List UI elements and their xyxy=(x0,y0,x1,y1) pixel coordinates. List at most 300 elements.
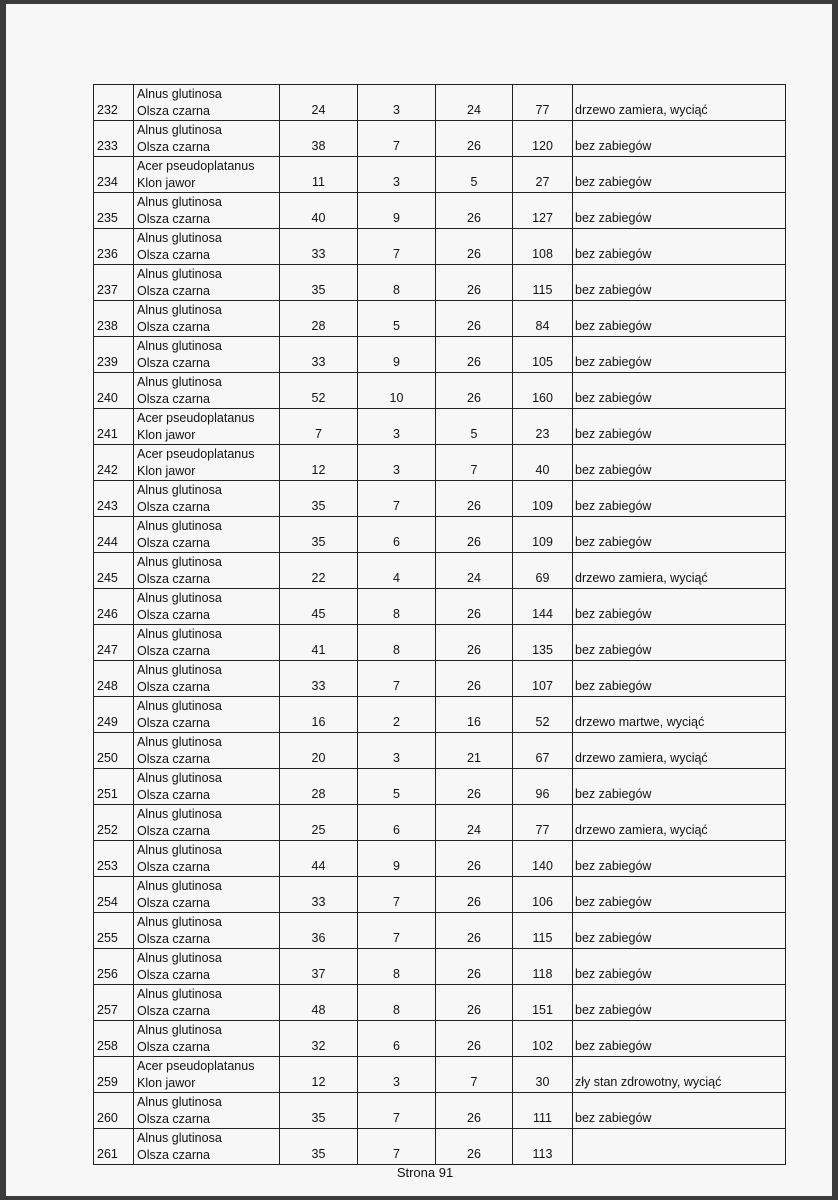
table-row xyxy=(94,625,786,661)
value-cell-2: 8 xyxy=(358,985,436,1021)
treatment-note-cell: bez zabiegów xyxy=(573,1093,786,1129)
value-cell-4: 118 xyxy=(513,949,573,985)
value-cell-1: 36 xyxy=(280,913,358,949)
value-cell-2: 4 xyxy=(358,553,436,589)
species-polish-name: Olsza czarna xyxy=(137,824,210,838)
value-cell-3: 26 xyxy=(436,265,513,301)
species-polish-name: Olsza czarna xyxy=(137,1148,210,1162)
treatment-note-cell: bez zabiegów xyxy=(573,337,786,373)
value-cell-1: 28 xyxy=(280,769,358,805)
species-polish-name: Olsza czarna xyxy=(137,1040,210,1054)
tree-number-cell: 255 xyxy=(94,913,134,949)
table-row xyxy=(94,733,786,769)
value-cell-3: 26 xyxy=(436,121,513,157)
species-cell xyxy=(134,301,280,337)
species-polish-name: Olsza czarna xyxy=(137,968,210,982)
treatment-note-cell: bez zabiegów xyxy=(573,481,786,517)
species-polish-name: Klon jawor xyxy=(137,1076,196,1090)
value-cell-2: 9 xyxy=(358,193,436,229)
value-cell-2: 7 xyxy=(358,121,436,157)
tree-number-cell: 253 xyxy=(94,841,134,877)
species-cell xyxy=(134,769,280,805)
tree-number-cell: 249 xyxy=(94,697,134,733)
species-cell xyxy=(134,661,280,697)
species-latin-name: Acer pseudoplatanus xyxy=(137,159,255,173)
treatment-note-cell: drzewo zamiera, wyciąć xyxy=(573,85,786,121)
value-cell-4: 115 xyxy=(513,265,573,301)
value-cell-2: 10 xyxy=(358,373,436,409)
value-cell-1: 24 xyxy=(280,85,358,121)
value-cell-1: 25 xyxy=(280,805,358,841)
value-cell-2: 5 xyxy=(358,301,436,337)
value-cell-2: 8 xyxy=(358,625,436,661)
treatment-note-cell: bez zabiegów xyxy=(573,121,786,157)
table-row xyxy=(94,1093,786,1129)
species-cell xyxy=(134,517,280,553)
species-latin-name: Alnus glutinosa xyxy=(137,807,222,821)
species-cell xyxy=(134,265,280,301)
species-cell xyxy=(134,1021,280,1057)
species-polish-name: Olsza czarna xyxy=(137,212,210,226)
species-cell xyxy=(134,733,280,769)
species-latin-name: Alnus glutinosa xyxy=(137,1095,222,1109)
species-cell xyxy=(134,373,280,409)
species-polish-name: Olsza czarna xyxy=(137,788,210,802)
table-row xyxy=(94,661,786,697)
value-cell-4: 102 xyxy=(513,1021,573,1057)
species-cell xyxy=(134,157,280,193)
species-polish-name: Olsza czarna xyxy=(137,896,210,910)
species-cell xyxy=(134,913,280,949)
value-cell-4: 113 xyxy=(513,1129,573,1165)
treatment-note-cell: zły stan zdrowotny, wyciąć xyxy=(573,1057,786,1093)
species-latin-name: Acer pseudoplatanus xyxy=(137,447,255,461)
species-polish-name: Olsza czarna xyxy=(137,608,210,622)
value-cell-3: 26 xyxy=(436,661,513,697)
treatment-note-cell: drzewo martwe, wyciąć xyxy=(573,697,786,733)
value-cell-2: 5 xyxy=(358,769,436,805)
tree-number-cell: 258 xyxy=(94,1021,134,1057)
value-cell-3: 24 xyxy=(436,85,513,121)
species-cell xyxy=(134,121,280,157)
species-latin-name: Alnus glutinosa xyxy=(137,771,222,785)
species-polish-name: Olsza czarna xyxy=(137,716,210,730)
table-row xyxy=(94,481,786,517)
tree-number-cell: 261 xyxy=(94,1129,134,1165)
table-row xyxy=(94,769,786,805)
value-cell-4: 105 xyxy=(513,337,573,373)
species-latin-name: Alnus glutinosa xyxy=(137,195,222,209)
value-cell-4: 135 xyxy=(513,625,573,661)
value-cell-4: 77 xyxy=(513,85,573,121)
value-cell-3: 21 xyxy=(436,733,513,769)
table-row xyxy=(94,265,786,301)
treatment-note-cell: bez zabiegów xyxy=(573,157,786,193)
value-cell-3: 26 xyxy=(436,949,513,985)
species-polish-name: Olsza czarna xyxy=(137,392,210,406)
species-polish-name: Klon jawor xyxy=(137,428,196,442)
species-latin-name: Acer pseudoplatanus xyxy=(137,411,255,425)
value-cell-4: 127 xyxy=(513,193,573,229)
value-cell-2: 7 xyxy=(358,877,436,913)
value-cell-1: 28 xyxy=(280,301,358,337)
species-cell xyxy=(134,589,280,625)
value-cell-1: 45 xyxy=(280,589,358,625)
value-cell-3: 7 xyxy=(436,445,513,481)
table-row xyxy=(94,589,786,625)
species-polish-name: Klon jawor xyxy=(137,176,196,190)
table-row xyxy=(94,229,786,265)
treatment-note-cell: drzewo zamiera, wyciąć xyxy=(573,553,786,589)
value-cell-2: 6 xyxy=(358,517,436,553)
species-polish-name: Olsza czarna xyxy=(137,500,210,514)
value-cell-1: 7 xyxy=(280,409,358,445)
species-latin-name: Alnus glutinosa xyxy=(137,627,222,641)
value-cell-2: 6 xyxy=(358,1021,436,1057)
species-cell xyxy=(134,877,280,913)
value-cell-3: 26 xyxy=(436,229,513,265)
species-polish-name: Olsza czarna xyxy=(137,932,210,946)
species-polish-name: Klon jawor xyxy=(137,464,196,478)
value-cell-1: 35 xyxy=(280,1093,358,1129)
species-latin-name: Alnus glutinosa xyxy=(137,303,222,317)
value-cell-3: 26 xyxy=(436,913,513,949)
treatment-note-cell: bez zabiegów xyxy=(573,373,786,409)
tree-number-cell: 233 xyxy=(94,121,134,157)
tree-number-cell: 244 xyxy=(94,517,134,553)
value-cell-1: 12 xyxy=(280,1057,358,1093)
value-cell-1: 35 xyxy=(280,517,358,553)
value-cell-1: 40 xyxy=(280,193,358,229)
species-polish-name: Olsza czarna xyxy=(137,752,210,766)
species-polish-name: Olsza czarna xyxy=(137,284,210,298)
value-cell-1: 48 xyxy=(280,985,358,1021)
tree-number-cell: 248 xyxy=(94,661,134,697)
value-cell-1: 35 xyxy=(280,265,358,301)
tree-number-cell: 254 xyxy=(94,877,134,913)
value-cell-4: 30 xyxy=(513,1057,573,1093)
tree-number-cell: 232 xyxy=(94,85,134,121)
treatment-note-cell: bez zabiegów xyxy=(573,589,786,625)
tree-number-cell: 237 xyxy=(94,265,134,301)
value-cell-2: 7 xyxy=(358,913,436,949)
table-row xyxy=(94,877,786,913)
species-cell xyxy=(134,697,280,733)
value-cell-1: 35 xyxy=(280,1129,358,1165)
table-row xyxy=(94,1057,786,1093)
value-cell-4: 151 xyxy=(513,985,573,1021)
value-cell-1: 37 xyxy=(280,949,358,985)
tree-number-cell: 257 xyxy=(94,985,134,1021)
species-cell xyxy=(134,625,280,661)
value-cell-4: 77 xyxy=(513,805,573,841)
page-number: Strona 91 xyxy=(396,1165,454,1180)
value-cell-2: 3 xyxy=(358,85,436,121)
species-polish-name: Olsza czarna xyxy=(137,104,210,118)
species-latin-name: Alnus glutinosa xyxy=(137,339,222,353)
value-cell-4: 84 xyxy=(513,301,573,337)
tree-number-cell: 238 xyxy=(94,301,134,337)
tree-number-cell: 240 xyxy=(94,373,134,409)
value-cell-3: 5 xyxy=(436,409,513,445)
value-cell-3: 24 xyxy=(436,553,513,589)
species-polish-name: Olsza czarna xyxy=(137,320,210,334)
value-cell-3: 26 xyxy=(436,373,513,409)
species-cell xyxy=(134,985,280,1021)
species-polish-name: Olsza czarna xyxy=(137,248,210,262)
treatment-note-cell: bez zabiegów xyxy=(573,913,786,949)
value-cell-3: 26 xyxy=(436,1021,513,1057)
treatment-note-cell: bez zabiegów xyxy=(573,769,786,805)
species-cell xyxy=(134,553,280,589)
species-latin-name: Alnus glutinosa xyxy=(137,1131,222,1145)
species-cell xyxy=(134,481,280,517)
species-latin-name: Acer pseudoplatanus xyxy=(137,1059,255,1073)
value-cell-4: 115 xyxy=(513,913,573,949)
value-cell-3: 7 xyxy=(436,1057,513,1093)
value-cell-2: 7 xyxy=(358,1129,436,1165)
species-polish-name: Olsza czarna xyxy=(137,356,210,370)
tree-number-cell: 259 xyxy=(94,1057,134,1093)
tree-number-cell: 260 xyxy=(94,1093,134,1129)
table-row xyxy=(94,985,786,1021)
species-cell xyxy=(134,85,280,121)
value-cell-3: 26 xyxy=(436,877,513,913)
value-cell-2: 7 xyxy=(358,661,436,697)
value-cell-4: 106 xyxy=(513,877,573,913)
species-cell xyxy=(134,805,280,841)
value-cell-1: 33 xyxy=(280,877,358,913)
table-row xyxy=(94,1021,786,1057)
value-cell-3: 26 xyxy=(436,337,513,373)
table-row xyxy=(94,805,786,841)
species-polish-name: Olsza czarna xyxy=(137,1004,210,1018)
species-latin-name: Alnus glutinosa xyxy=(137,375,222,389)
value-cell-2: 3 xyxy=(358,733,436,769)
value-cell-2: 8 xyxy=(358,589,436,625)
tree-number-cell: 236 xyxy=(94,229,134,265)
value-cell-3: 26 xyxy=(436,193,513,229)
treatment-note-cell: bez zabiegów xyxy=(573,625,786,661)
value-cell-3: 26 xyxy=(436,301,513,337)
value-cell-2: 8 xyxy=(358,265,436,301)
species-cell xyxy=(134,1093,280,1129)
value-cell-3: 26 xyxy=(436,1093,513,1129)
table-body xyxy=(94,85,786,1165)
treatment-note-cell: bez zabiegów xyxy=(573,661,786,697)
table-row xyxy=(94,193,786,229)
treatment-note-cell: bez zabiegów xyxy=(573,1021,786,1057)
value-cell-2: 2 xyxy=(358,697,436,733)
treatment-note-cell: bez zabiegów xyxy=(573,877,786,913)
treatment-note-cell: bez zabiegów xyxy=(573,265,786,301)
value-cell-1: 52 xyxy=(280,373,358,409)
value-cell-4: 108 xyxy=(513,229,573,265)
treatment-note-cell: bez zabiegów xyxy=(573,409,786,445)
tree-number-cell: 246 xyxy=(94,589,134,625)
tree-number-cell: 242 xyxy=(94,445,134,481)
species-polish-name: Olsza czarna xyxy=(137,860,210,874)
value-cell-1: 33 xyxy=(280,229,358,265)
species-latin-name: Alnus glutinosa xyxy=(137,843,222,857)
value-cell-4: 109 xyxy=(513,481,573,517)
value-cell-4: 109 xyxy=(513,517,573,553)
value-cell-3: 16 xyxy=(436,697,513,733)
table-row xyxy=(94,841,786,877)
treatment-note-cell: bez zabiegów xyxy=(573,517,786,553)
value-cell-2: 7 xyxy=(358,1093,436,1129)
species-cell xyxy=(134,193,280,229)
value-cell-2: 9 xyxy=(358,337,436,373)
species-polish-name: Olsza czarna xyxy=(137,140,210,154)
value-cell-4: 111 xyxy=(513,1093,573,1129)
value-cell-2: 3 xyxy=(358,157,436,193)
value-cell-4: 27 xyxy=(513,157,573,193)
value-cell-3: 26 xyxy=(436,589,513,625)
species-polish-name: Olsza czarna xyxy=(137,572,210,586)
value-cell-2: 7 xyxy=(358,229,436,265)
species-latin-name: Alnus glutinosa xyxy=(137,519,222,533)
value-cell-4: 96 xyxy=(513,769,573,805)
value-cell-4: 67 xyxy=(513,733,573,769)
tree-number-cell: 251 xyxy=(94,769,134,805)
value-cell-4: 120 xyxy=(513,121,573,157)
species-latin-name: Alnus glutinosa xyxy=(137,735,222,749)
value-cell-4: 160 xyxy=(513,373,573,409)
treatment-note-cell xyxy=(573,1129,786,1165)
value-cell-2: 6 xyxy=(358,805,436,841)
treatment-note-cell: bez zabiegów xyxy=(573,445,786,481)
treatment-note-cell: drzewo zamiera, wyciąć xyxy=(573,733,786,769)
value-cell-1: 41 xyxy=(280,625,358,661)
tree-number-cell: 252 xyxy=(94,805,134,841)
species-latin-name: Alnus glutinosa xyxy=(137,483,222,497)
value-cell-2: 3 xyxy=(358,445,436,481)
table-row xyxy=(94,1129,786,1165)
value-cell-1: 16 xyxy=(280,697,358,733)
value-cell-3: 26 xyxy=(436,481,513,517)
value-cell-1: 12 xyxy=(280,445,358,481)
species-latin-name: Alnus glutinosa xyxy=(137,555,222,569)
species-latin-name: Alnus glutinosa xyxy=(137,951,222,965)
value-cell-3: 26 xyxy=(436,841,513,877)
species-cell xyxy=(134,841,280,877)
species-cell xyxy=(134,949,280,985)
value-cell-4: 23 xyxy=(513,409,573,445)
table-row xyxy=(94,373,786,409)
treatment-note-cell: bez zabiegów xyxy=(573,949,786,985)
value-cell-3: 26 xyxy=(436,625,513,661)
species-polish-name: Olsza czarna xyxy=(137,1112,210,1126)
treatment-note-cell: drzewo zamiera, wyciąć xyxy=(573,805,786,841)
tree-number-cell: 239 xyxy=(94,337,134,373)
species-latin-name: Alnus glutinosa xyxy=(137,87,222,101)
value-cell-2: 8 xyxy=(358,949,436,985)
species-polish-name: Olsza czarna xyxy=(137,536,210,550)
treatment-note-cell: bez zabiegów xyxy=(573,301,786,337)
treatment-note-cell: bez zabiegów xyxy=(573,985,786,1021)
table-row xyxy=(94,157,786,193)
species-latin-name: Alnus glutinosa xyxy=(137,699,222,713)
table-row xyxy=(94,517,786,553)
species-cell xyxy=(134,229,280,265)
species-cell xyxy=(134,409,280,445)
table-row xyxy=(94,409,786,445)
value-cell-1: 33 xyxy=(280,661,358,697)
table-row xyxy=(94,337,786,373)
treatment-note-cell: bez zabiegów xyxy=(573,229,786,265)
tree-number-cell: 241 xyxy=(94,409,134,445)
tree-number-cell: 234 xyxy=(94,157,134,193)
value-cell-1: 20 xyxy=(280,733,358,769)
species-latin-name: Alnus glutinosa xyxy=(137,1023,222,1037)
species-latin-name: Alnus glutinosa xyxy=(137,663,222,677)
value-cell-4: 144 xyxy=(513,589,573,625)
table-row xyxy=(94,553,786,589)
species-latin-name: Alnus glutinosa xyxy=(137,267,222,281)
species-polish-name: Olsza czarna xyxy=(137,680,210,694)
tree-number-cell: 250 xyxy=(94,733,134,769)
tree-number-cell: 243 xyxy=(94,481,134,517)
document-page xyxy=(6,4,832,1196)
table-row xyxy=(94,445,786,481)
value-cell-4: 140 xyxy=(513,841,573,877)
table-row xyxy=(94,301,786,337)
value-cell-1: 22 xyxy=(280,553,358,589)
tree-number-cell: 247 xyxy=(94,625,134,661)
species-latin-name: Alnus glutinosa xyxy=(137,879,222,893)
species-cell xyxy=(134,337,280,373)
species-latin-name: Alnus glutinosa xyxy=(137,987,222,1001)
value-cell-4: 52 xyxy=(513,697,573,733)
tree-number-cell: 256 xyxy=(94,949,134,985)
table-row xyxy=(94,697,786,733)
tree-inventory-table xyxy=(93,84,786,1165)
table-row xyxy=(94,949,786,985)
value-cell-3: 26 xyxy=(436,769,513,805)
value-cell-1: 32 xyxy=(280,1021,358,1057)
value-cell-3: 24 xyxy=(436,805,513,841)
value-cell-3: 26 xyxy=(436,985,513,1021)
value-cell-3: 26 xyxy=(436,517,513,553)
tree-number-cell: 245 xyxy=(94,553,134,589)
table-row xyxy=(94,121,786,157)
species-latin-name: Alnus glutinosa xyxy=(137,231,222,245)
value-cell-1: 38 xyxy=(280,121,358,157)
species-latin-name: Alnus glutinosa xyxy=(137,915,222,929)
value-cell-2: 3 xyxy=(358,1057,436,1093)
species-cell xyxy=(134,445,280,481)
value-cell-3: 5 xyxy=(436,157,513,193)
treatment-note-cell: bez zabiegów xyxy=(573,841,786,877)
species-polish-name: Olsza czarna xyxy=(137,644,210,658)
species-latin-name: Alnus glutinosa xyxy=(137,591,222,605)
value-cell-1: 11 xyxy=(280,157,358,193)
species-cell xyxy=(134,1057,280,1093)
value-cell-4: 69 xyxy=(513,553,573,589)
treatment-note-cell: bez zabiegów xyxy=(573,193,786,229)
value-cell-3: 26 xyxy=(436,1129,513,1165)
species-cell xyxy=(134,1129,280,1165)
value-cell-2: 9 xyxy=(358,841,436,877)
value-cell-1: 33 xyxy=(280,337,358,373)
table-row xyxy=(94,85,786,121)
value-cell-4: 40 xyxy=(513,445,573,481)
value-cell-2: 3 xyxy=(358,409,436,445)
tree-number-cell: 235 xyxy=(94,193,134,229)
value-cell-1: 35 xyxy=(280,481,358,517)
table-row xyxy=(94,913,786,949)
